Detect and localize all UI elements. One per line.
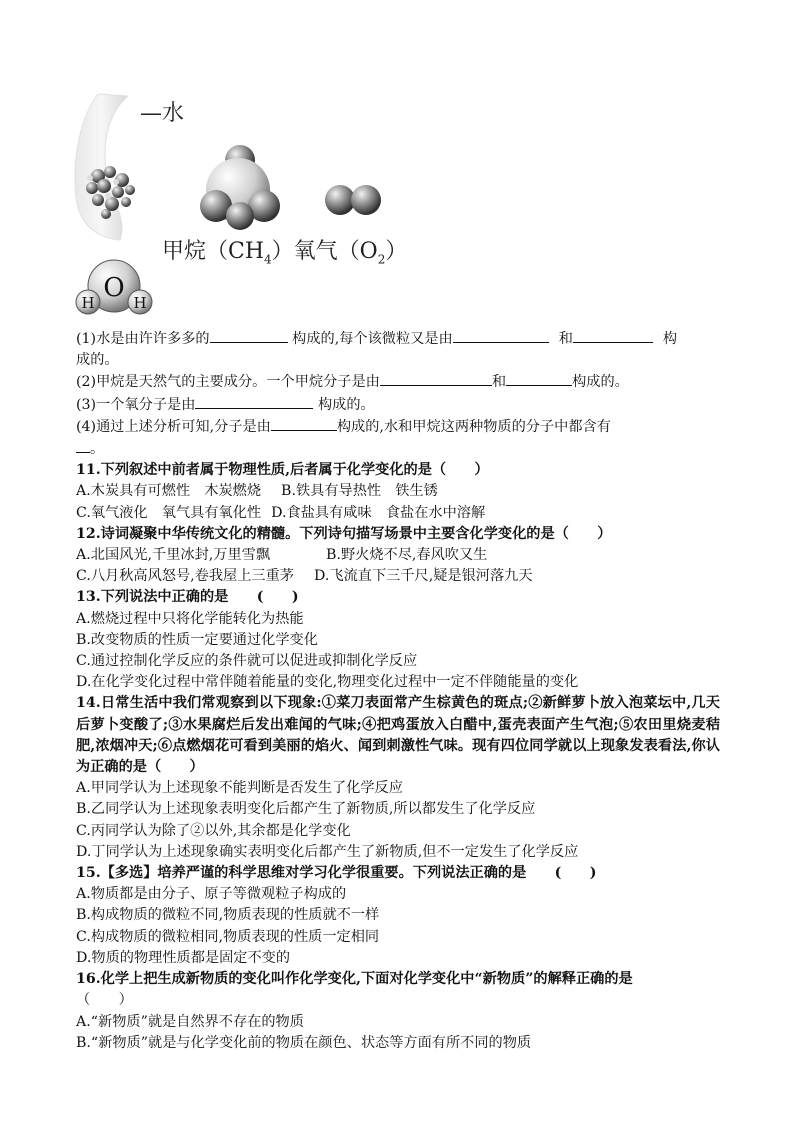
answer-blank[interactable] — [573, 328, 653, 343]
methane-oxygen-label — [162, 234, 407, 266]
q12-option-d[interactable]: D.飞流直下三千尺,疑是银河落九天 — [314, 568, 533, 585]
q14-option-a[interactable]: A.甲同学认为上述现象不能判断是否发生了化学反应 — [76, 780, 403, 797]
q10-p3-text-b: 构成的。 — [317, 396, 375, 413]
q15-option-c[interactable]: C.构成物质的微粒相同,物质表现的性质一定相同 — [76, 928, 380, 945]
q10-p2-text-c: 构成的。 — [572, 374, 629, 391]
q10-part1 — [76, 328, 720, 350]
q10-p3-text-a: (3)一个氧分子是由 — [76, 396, 196, 413]
q10-p1-text-b: 构成的,每个该微粒又是由 — [292, 331, 453, 347]
q14-option-d[interactable]: D.丁同学认为上述现象确实表明变化后都产生了新物质,但不一定发生了化学反应 — [76, 843, 579, 860]
q13-option-c[interactable]: C.通过控制化学反应的条件就可以促进或抑制化学反应 — [76, 653, 418, 670]
answer-blank[interactable] — [195, 394, 313, 409]
q13-option-b[interactable]: B.改变物质的性质一定要通过化学变化 — [76, 631, 318, 648]
q10-p2-text-a: (2)甲烷是天然气的主要成分。一个甲烷分子是由 — [76, 374, 380, 391]
q10-part4-cont — [76, 438, 720, 460]
q10-p1-text-c: 和 — [558, 331, 573, 347]
q12-option-b[interactable]: B.野火烧不尽,春风吹又生 — [326, 547, 488, 564]
q12-option-a[interactable]: A.北国风光,千里冰封,万里雪飘 — [76, 547, 271, 564]
q10-part4 — [76, 416, 720, 438]
methane-molecule-icon — [200, 145, 280, 230]
answer-blank[interactable] — [210, 328, 288, 343]
molecule-illustration — [70, 88, 470, 320]
q12-options-row2 — [76, 566, 720, 587]
q11-option-d[interactable]: D.食盐具有咸味 食盐在水中溶解 — [271, 504, 486, 521]
q15-stem: 15.【多选】培养严谨的科学思维对学习化学很重要。下列说法正确的是 ( ) — [76, 865, 597, 882]
q10-part3 — [76, 394, 720, 416]
q10-p2-text-b: 和 — [491, 374, 507, 391]
water-atom-h1: H — [81, 294, 95, 312]
water-molecule-icon — [76, 260, 152, 314]
methane-label-prefix: 甲烷（CH — [162, 239, 265, 264]
q13-stem: 13.下列说法中正确的是 ( ) — [76, 589, 299, 606]
q16-option-b[interactable]: B.“新物质”就是与化学变化前的物质在颜色、状态等方面有所不同的物质 — [76, 1034, 532, 1051]
answer-blank[interactable] — [76, 438, 90, 453]
water-label: —水 — [140, 101, 185, 126]
oxygen-subscript: 2 — [377, 252, 386, 267]
q10-part2 — [76, 371, 720, 393]
q10-part1-cont: 成的。 — [76, 352, 119, 369]
answer-blank[interactable] — [453, 328, 549, 343]
molecule-figure — [70, 88, 470, 320]
methane-subscript: 4 — [264, 252, 272, 267]
q15-option-d[interactable]: D.物质的物理性质都是固定不变的 — [76, 949, 291, 966]
q14-option-b[interactable]: B.乙同学认为上述现象表明变化后都产生了新物质,所以都发生了化学反应 — [76, 801, 536, 818]
q12-stem: 12.诗词凝聚中华传统文化的精髓。下列诗句描写场景中主要含化学变化的是（ ） — [76, 525, 612, 542]
q15-option-a[interactable]: A.物质都是由分子、原子等微观粒子构成的 — [76, 886, 347, 903]
methane-label-end: ） — [385, 239, 408, 264]
q14-option-c[interactable]: C.丙同学认为除了②以外,其余都是化学变化 — [76, 822, 351, 839]
q11-option-b[interactable]: B.铁具有导热性 铁生锈 — [281, 483, 438, 500]
q13-option-a[interactable]: A.燃烧过程中只将化学能转化为热能 — [76, 610, 304, 627]
q12-options-row1 — [76, 545, 720, 566]
methane-label-mid: ）氧气（O — [271, 239, 378, 264]
oxygen-molecule-icon — [325, 185, 381, 215]
q10-p1-text-a: (1)水是由许许多多的 — [76, 331, 210, 347]
q16-option-a[interactable]: A.“新物质”就是自然界不存在的物质 — [76, 1013, 304, 1030]
q11-options-row1 — [76, 481, 720, 502]
question-text — [76, 328, 720, 1054]
q15-option-b[interactable]: B.构成物质的微粒不同,物质表现的性质就不一样 — [76, 907, 380, 924]
q12-option-c[interactable]: C.八月秋高风怒号,卷我屋上三重茅 — [76, 568, 294, 585]
water-stream-shape — [75, 94, 128, 240]
q10-p4-text-b: 构成的,水和甲烷这两种物质的分子中都含有 — [336, 418, 611, 435]
q16-stem: 16.化学上把生成新物质的变化叫作化学变化,下面对化学变化中“新物质”的解释正确的是 — [76, 971, 633, 988]
q16-bracket: （ ） — [76, 992, 133, 1009]
water-atom-o: O — [103, 273, 125, 303]
q11-stem: 11.下列叙述中前者属于物理性质,后者属于化学变化的是（ ） — [76, 462, 489, 479]
q10-p4-text-a: (4)通过上述分析可知,分子是由 — [76, 418, 271, 435]
q10-p1-text-d: 构 — [662, 331, 678, 347]
q13-option-d[interactable]: D.在化学变化过程中常伴随着能量的变化,物理变化过程中一定不伴随能量的变化 — [76, 674, 579, 691]
answer-blank[interactable] — [380, 371, 492, 386]
q14-stem: 14.日常生活中我们常观察到以下现象:①菜刀表面常产生棕黄色的斑点;②新鲜萝卜放入泡菜坛中,几天后萝卜变酸了;③水果腐烂后发出难闻的气味;④把鸡蛋放入白醋中,蛋壳表面产生气泡;⑤农田里烧麦秸肥,浓烟冲天;⑥点燃烟花可看到美丽的焰火、闻到刺激性气味。现有四位同学就以上现象发表看法,你认为正确的是（ ） — [76, 695, 720, 776]
q10-p4-text-c: 。 — [90, 441, 105, 458]
answer-blank[interactable] — [271, 416, 337, 431]
water-atom-h2: H — [133, 294, 147, 312]
answer-blank[interactable] — [506, 371, 572, 386]
q11-options-row2 — [76, 503, 720, 524]
q11-option-c[interactable]: C.氧气液化 氧气具有氧化性 — [76, 504, 262, 521]
q11-option-a[interactable]: A.木炭具有可燃性 木炭燃烧 — [76, 483, 262, 500]
